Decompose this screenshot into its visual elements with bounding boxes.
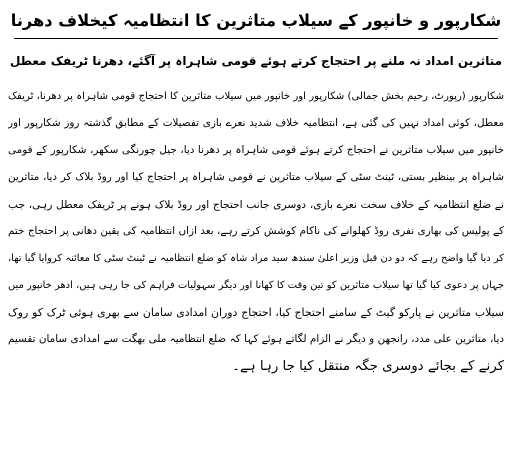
article-body <box>8 83 504 380</box>
headline: شکارپور و خانپور کے سیلاب متاثرین کا انتظامیہ کیخلاف دھرنا <box>10 11 502 30</box>
body-line: شاہراہ پر بینظیر بستی، ٹینٹ سٹی کے سیلاب متاثرین نے قومی شاہراہ پر احتجاج کیا اور روڈ بلاک کر دیا، متاثرین <box>8 171 504 183</box>
body-line: معطل، کوئی امداد نہیں کی گئی ہے، انتظامیہ خلاف شدید نعرے بازی تفصیلات کے مطابق گذشتہ روز شکارپور اور <box>8 117 504 129</box>
headline-divider <box>14 38 498 39</box>
subheadline: متاثرین امداد نہ ملنے پر احتجاج کرتے ہوئے قومی شاہراہ پر آگئے، دھرنا ٹریفک معطل <box>9 54 503 68</box>
body-line: کے پولیس کی بھاری نفری روڈ کھلوانے کی ناکام کوشش کرتے رہے، بعد ازاں انتظامیہ کی یقین دھانی پر احتجاج ختم <box>8 225 504 237</box>
body-line: شکارپور (رپورٹ، رحیم بخش جمالی) شکارپور اور خانپور میں سیلاب متاثرین کا احتجاج قومی شاہراہ پر دھرنا، ٹریفک <box>8 91 504 102</box>
body-line: خانپور میں سیلاب متاثرین نے احتجاج کرتے ہوئے قومی شاہراہ پر دھرنا دیا، جیل چورنگی سکھر، شکارپور کے قومی <box>8 144 504 156</box>
body-line: نے ضلع انتظامیہ کے خلاف سخت نعرے بازی، دوسری جانب احتجاج اور روڈ بلاک ہونے پر ٹریفک معطل رہی، جب <box>8 198 504 211</box>
body-line: سیلاب متاثرین نے پارکو گیٹ کے سامنے احتجاج کیا، احتجاج دوران امدادی سامان سے بھری ہوئی ٹرک کو روک <box>8 306 504 319</box>
body-line: دیا، متاثرین علی مدد، رانجھن و دیگر نے الزام لگاتے ہوئے کہا کہ ضلع انتظامیہ ملی بھگت سے امدادی سامان تقسیم <box>8 333 504 345</box>
body-line: جہاں پر دعوی کیا گیا تھا سیلاب متاثرین کو تین وقت کا کھانا اور دیگر سہولیات فراہم کی جا رہی ہیں، ادھر خانپور میں <box>8 280 504 291</box>
body-line: کرنے کے بجائے دوسری جگہ منتقل کیا جا رہا ہے۔ <box>232 359 504 374</box>
body-line: کر دیا گیا واضح رہے کہ دو دن قبل وزیر اعلیٰ سندھ سید مراد شاہ کو ضلع انتظامیہ نے ٹینٹ سٹی کا معائنہ کروایا گیا تھا، <box>8 253 504 264</box>
